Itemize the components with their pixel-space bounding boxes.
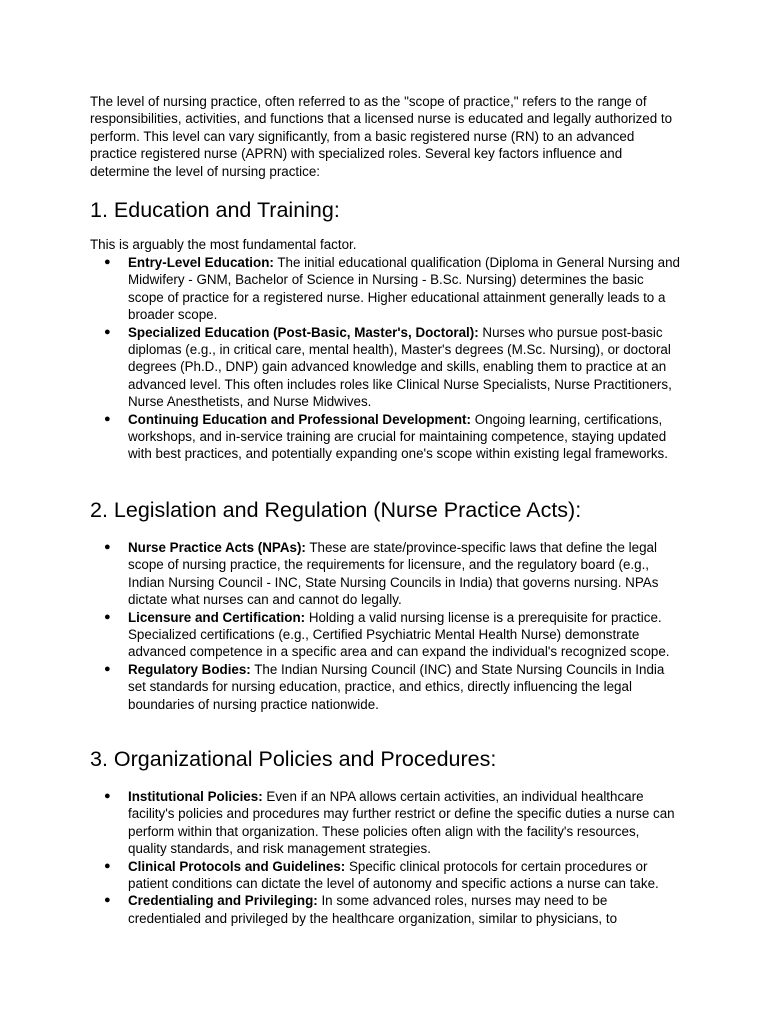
list-item <box>104 858 680 893</box>
section-heading-legislation: 2. Legislation and Regulation (Nurse Practice Acts): <box>90 498 582 522</box>
list-item <box>104 539 680 609</box>
bullet-list-education <box>104 254 681 463</box>
list-item-text: Specific clinical protocols for certain procedures or patient conditions can dictate the level of autonomy and specific actions a nurse can take. <box>128 858 659 892</box>
list-item-text: Even if an NPA allows certain activities, an individual healthcare facility's policies and procedures may further restrict or define the specific duties a nurse can perform within that organization. These policies often align with the facility's resources, quality standards, and risk management strategies. <box>128 789 675 857</box>
intro-paragraph: The level of nursing practice, often referred to as the "scope of practice," refers to the range of responsibilities, activities, and functions that a licensed nurse is educated and legally authorized to perform. This level can vary significantly, from a basic registered nurse (RN) to an advanced practice registered nurse (APRN) with specialized roles. Several key factors influence and determine the level of nursing practice: <box>90 94 673 179</box>
section-heading-education: 1. Education and Training: <box>90 198 340 222</box>
section-lead-education: This is arguably the most fundamental factor. <box>90 237 357 252</box>
list-item-term: Entry-Level Education: <box>128 255 274 270</box>
list-item-term: Continuing Education and Professional Development: <box>128 411 471 427</box>
bullet-icon: ● <box>104 662 111 675</box>
list-item <box>104 892 680 927</box>
bullet-icon: ● <box>104 790 111 802</box>
bullet-icon: ● <box>104 412 111 425</box>
list-item-text: In some advanced roles, nurses may need to be credentialed and privileged by the healthcare organization, similar to physicians, to <box>128 893 618 926</box>
bullet-icon: ● <box>104 894 111 907</box>
list-item-term: Licensure and Certification: <box>128 609 306 625</box>
bullet-list-organizational <box>104 788 680 927</box>
bullet-icon: ● <box>104 859 111 872</box>
list-item <box>104 788 680 858</box>
bullet-icon: ● <box>104 325 111 338</box>
bullet-icon: ● <box>104 610 111 623</box>
list-item-term: Specialized Education (Post-Basic, Master's, Doctoral): <box>128 324 479 340</box>
list-item-text: These are state/province-specific laws that define the legal scope of nursing practice, the requirements for licensure, and the regulatory board (e.g., Indian Nursing Council - INC, State Nursing Councils in India) that governs nursing. NPAs dictate what nurses can and cannot do legally. <box>128 540 659 608</box>
list-item-text: The Indian Nursing Council (INC) and State Nursing Councils in India set standards for nursing education, practice, and ethics, directly influencing the legal boundaries of nursing practice nationwide. <box>128 661 665 712</box>
list-item-term: Nurse Practice Acts (NPAs): <box>128 540 306 555</box>
list-item-term: Regulatory Bodies: <box>128 661 251 677</box>
bullet-icon: ● <box>104 256 111 268</box>
list-item <box>104 254 681 324</box>
list-item-term: Clinical Protocols and Guidelines: <box>128 858 346 874</box>
list-item <box>104 411 680 463</box>
list-item-term: Credentialing and Privileging: <box>128 893 318 909</box>
list-item-text: The initial educational qualification (Diploma in General Nursing and Midwifery - GNM, Bachelor of Science in Nursing - B.Sc. Nursing) determines the basic scope of practice for a registered nurse. Higher educational attainment generally leads to a broader scope. <box>128 255 681 323</box>
bullet-icon: ● <box>104 541 111 553</box>
bullet-list-legislation <box>104 539 680 713</box>
list-item <box>104 324 680 411</box>
list-item <box>104 661 680 713</box>
list-item-term: Institutional Policies: <box>128 789 263 804</box>
list-item-text: Holding a valid nursing license is a prerequisite for practice. Specialized certifications (e.g., Certified Psychiatric Mental Health Nurse) demonstrate advanced competence in a specific area and can expand the individual's recognized scope. <box>128 609 670 660</box>
section-heading-organizational: 3. Organizational Policies and Procedures: <box>90 747 497 771</box>
list-item-text: Nurses who pursue post-basic diplomas (e.g., in critical care, mental health), Master's degrees (M.Sc. Nursing), or doctoral degrees (Ph.D., DNP) gain advanced knowledge and skills, enabling them to practice at an advanced level. This often includes roles like Clinical Nurse Specialists, Nurse Practitioners, Nurse Anesthetists, and Nurse Midwives. <box>128 324 672 410</box>
list-item-text: Ongoing learning, certifications, workshops, and in-service training are crucial for maintaining competence, staying updated with best practices, and potentially expanding one's scope within existing legal frameworks. <box>128 411 668 462</box>
list-item <box>104 609 680 661</box>
